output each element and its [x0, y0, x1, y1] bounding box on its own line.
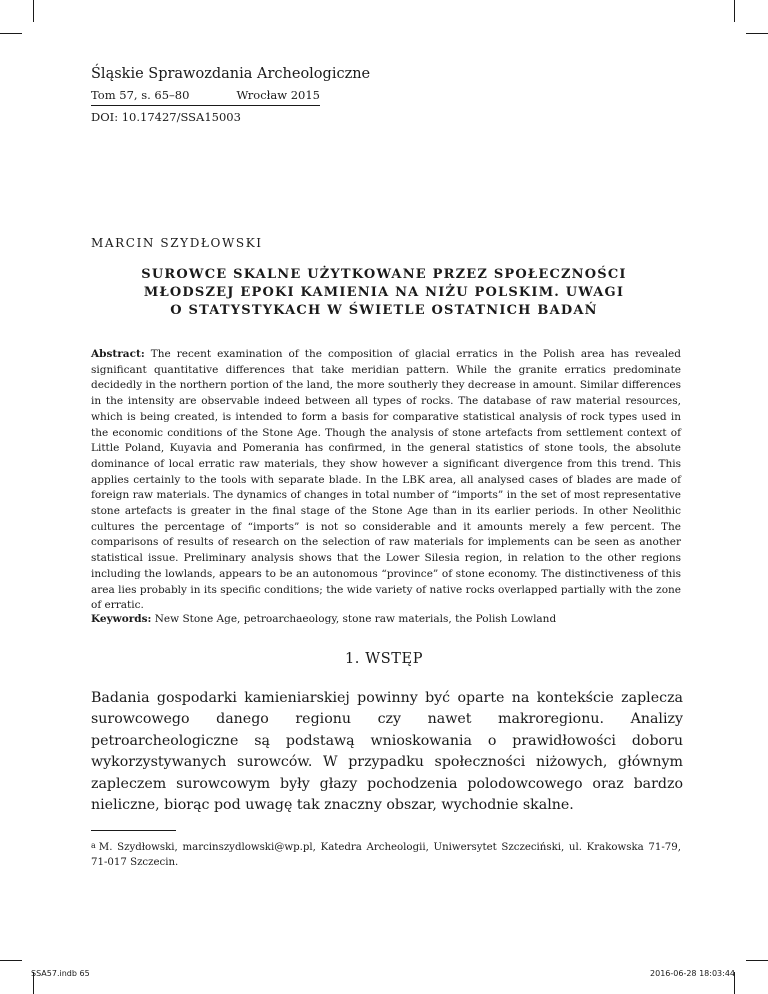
title-line: O STATYSTYKACH W ŚWIETLE OSTATNICH BADAŃ [170, 303, 598, 318]
author-name: MARCIN SZYDŁOWSKI [91, 236, 263, 250]
abstract-label: Abstract: [91, 348, 145, 360]
crop-mark-top-right-v [734, 0, 735, 22]
crop-mark-top-right-h [746, 33, 768, 34]
print-footer-left: SSA57.indb 65 [31, 969, 90, 978]
title-line: MŁODSZEJ EPOKI KAMIENIA NA NIŻU POLSKIM. UWAGI [143, 285, 625, 300]
title-line: SUROWCE SKALNE UŻYTKOWANE PRZEZ SPOŁECZNOŚCI [141, 267, 627, 282]
keywords-label: Keywords: [91, 613, 152, 625]
footnote-text: M. Szydłowski, marcinszydlowski@wp.pl, Katedra Archeologii, Uniwersytet Szczeciński, ul. Krakowska 71-79, 71-017 Szczecin. [91, 842, 681, 868]
volume-pages: Tom 57, s. 65–80 [91, 88, 190, 102]
body-paragraph: Badania gospodarki kamieniarskiej powinny być oparte na kontekście zaplecza surowcowego danego regionu czy nawet makroregionu. Analizy petroarcheologiczne są podstawą wnioskowania o prawidłowości doboru wykorzystywanych surowców. W przypadku społeczności niżowych, głównym zapleczem surowcowym były głazy pochodzenia polodowcowego oraz bardzo nieliczne, biorąc pod uwagę tak znaczny obszar, wychodnie skalne. [91, 690, 683, 814]
volume-line [91, 88, 320, 102]
place-year: Wrocław 2015 [236, 88, 320, 102]
crop-mark-top-left-v [33, 0, 34, 22]
print-footer-right: 2016-06-28 18:03:44 [650, 969, 735, 978]
abstract-text: The recent examination of the composition of glacial erratics in the Polish area has revealed significant quantitative differences that take meridian pattern. While the granite erratics predominate decidedly in the northern portion of the land, the more southerly they decrease in amount. Similar differences in the intensity are observable indeed between all types of rocks. The database of raw material resources, which is being created, is intended to form a basis for comparative statistical analysis of rock types used in the economic conditions of the Stone Age. Though the analysis of stone artefacts from settlement context of Little Poland, Kuyavia and Pomerania has confirmed, in the general statistics of stone tools, the absolute dominance of local erratic raw materials, they show however a significant divergence from this trend. This applies certainly to the tools with separate blade. In the LBK area, all analysed cases of blades are made of foreign raw materials. The dynamics of changes in total number of “imports” in the set of most representative stone artefacts is greater in the final stage of the Stone Age than in its earlier periods. In other Neolithic cultures the percentage of “imports” is not so considerable and it amounts merely a few percent. The comparisons of results of research on the selection of raw materials for implements can be seen as another statistical issue. Preliminary analysis shows that the Lower Silesia region, in relation to the other regions including the lowlands, appears to be an autonomous “province” of stone economy. The distinctiveness of this area lies probably in its specific conditions; the wide variety of native rocks overlapped partially with the zone of erratic. [91, 348, 681, 612]
footnote-mark: a [91, 841, 96, 850]
footnote-rule [91, 830, 176, 831]
article-title [100, 266, 668, 320]
crop-mark-bottom-right-h [746, 960, 768, 961]
keywords [91, 612, 681, 628]
section-heading: 1. WSTĘP [344, 651, 424, 667]
footnote [91, 838, 681, 870]
crop-mark-bottom-left-h [0, 960, 22, 961]
abstract [91, 347, 681, 614]
doi[interactable]: DOI: 10.17427/SSA15003 [91, 110, 241, 124]
header-rule [91, 105, 320, 106]
crop-mark-top-left-h [0, 33, 22, 34]
keywords-text: New Stone Age, petroarchaeology, stone raw materials, the Polish Lowland [154, 613, 557, 625]
journal-name: Śląskie Sprawozdania Archeologiczne [91, 66, 371, 82]
